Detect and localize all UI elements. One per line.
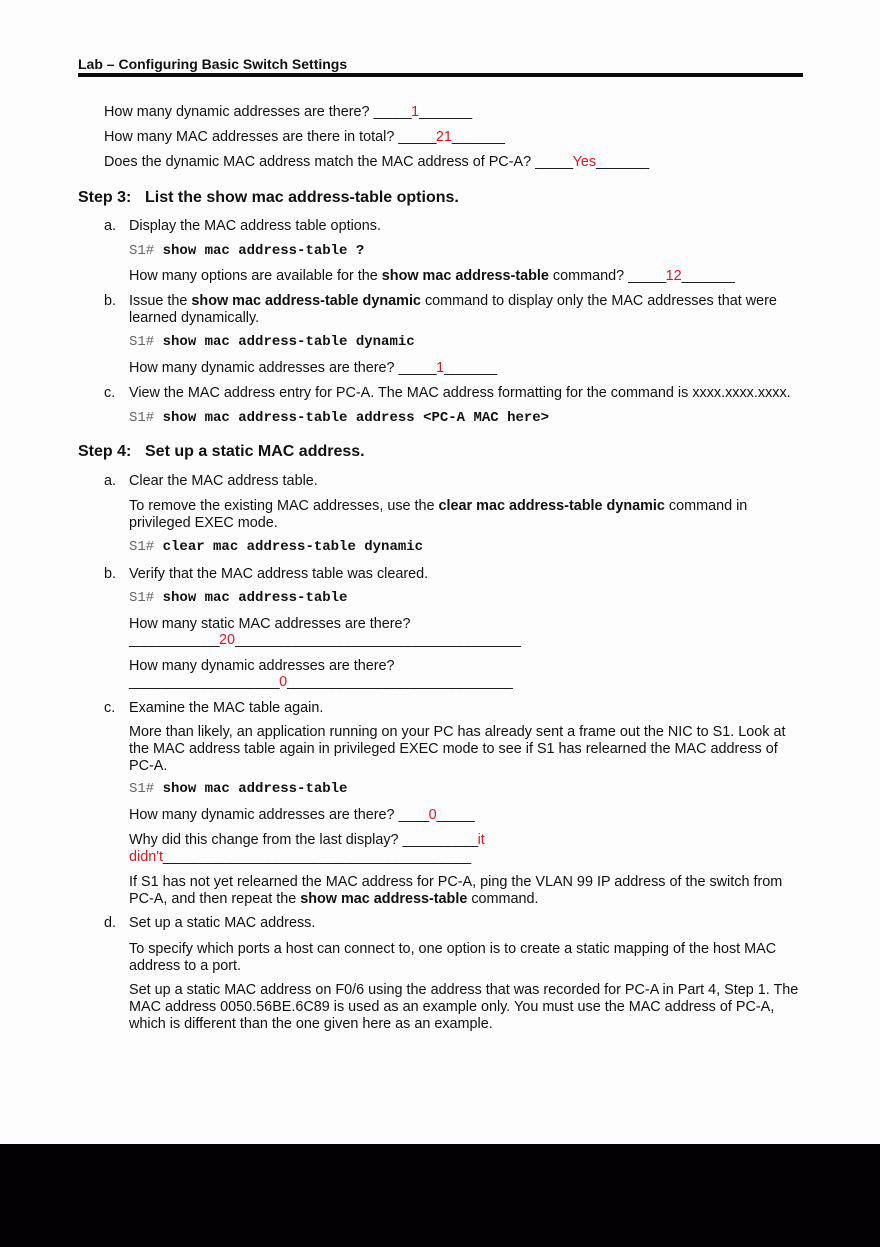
answer-blank[interactable]: _____ [535, 154, 573, 170]
answer-value: didn't [129, 849, 163, 865]
body-text: To remove the existing MAC addresses, use the [129, 498, 439, 514]
step-4c-text: Examine the MAC table again. [129, 700, 324, 716]
answer-value: 20 [219, 632, 236, 648]
step-4b-question-dynamic: How many dynamic addresses are there? [129, 658, 395, 674]
question-text: How many dynamic addresses are there? [129, 360, 399, 376]
step-3a-text: Display the MAC address table options. [129, 218, 381, 234]
answer-value: 1 [411, 104, 420, 120]
body-text: command to display only the MAC addresses that were learned dynamically. [129, 293, 777, 326]
step-4c-question-why [129, 832, 485, 849]
command-line [129, 243, 364, 259]
list-marker: c. [104, 700, 116, 716]
answer-blank[interactable]: _____ [373, 104, 412, 120]
command-line [129, 334, 415, 350]
step-4c-note [129, 874, 799, 908]
answer-blank: _________________________________________ [162, 849, 471, 865]
cli-prompt: S1# [129, 410, 155, 426]
cli-command: clear mac address-table dynamic [162, 539, 424, 555]
list-marker: b. [104, 566, 117, 582]
step-title: Set up a static MAC address. [145, 443, 365, 460]
answer-blank: _______ [681, 268, 735, 284]
cli-command: show mac address-table dynamic [162, 334, 415, 350]
command-line [129, 539, 423, 555]
list-marker: a. [104, 473, 117, 489]
answer-blank: ______________________________________ [235, 632, 521, 648]
answer-blank: _______ [444, 360, 497, 376]
answer-value: 0 [428, 807, 437, 823]
cli-command: show mac address-table [162, 590, 348, 606]
list-marker: b. [104, 293, 117, 309]
cli-command: show mac address-table ? [162, 243, 365, 259]
step-4c-answer-why [129, 849, 471, 866]
step-4d-para2: Set up a static MAC address on F0/6 using the address that was recorded for PC-A in Part 4, Step 1. The MAC address 0050.56BE.6C89 is used as an example only. You must use the MAC address of PC-A, which is different than the one given here as an example. [129, 982, 799, 1032]
question-text: Why did this change from the last display? [129, 832, 403, 848]
answer-blank[interactable]: _____ [398, 129, 436, 145]
answer-blank: _______ [419, 104, 472, 120]
question-text: command? [548, 268, 629, 284]
body-text: If S1 has not yet relearned the MAC address for PC-A, ping the VLAN 99 IP address of the switch from PC-A, and then repeat the [129, 874, 783, 907]
bottom-black-area [0, 1144, 880, 1247]
step-4b-text: Verify that the MAC address table was cleared. [129, 566, 429, 582]
cli-prompt: S1# [129, 243, 155, 259]
question-text: How many dynamic addresses are there? [104, 104, 370, 120]
document-header-title: Lab – Configuring Basic Switch Settings [78, 56, 348, 72]
step-4b-question-static: How many static MAC addresses are there? [129, 616, 411, 632]
list-marker: c. [104, 385, 116, 401]
question-text: How many MAC addresses are there in total? [104, 129, 395, 145]
answer-value: 0 [279, 674, 288, 690]
answer-blank: ______________________________ [287, 674, 513, 690]
bold-command: show mac address-table dynamic [191, 293, 421, 309]
answer-blank: _______ [451, 129, 505, 145]
cli-command: show mac address-table address <PC-A MAC here> [162, 410, 550, 426]
step-4c-question-dynamic [129, 807, 474, 824]
question-text: How many options are available for the [129, 268, 382, 284]
cli-prompt: S1# [129, 334, 155, 350]
header-rule-divider [78, 73, 803, 77]
body-text: command in privileged EXEC mode. [129, 498, 748, 531]
answer-blank[interactable]: ____________ [129, 632, 220, 648]
answer-blank: _______ [596, 154, 649, 170]
cli-prompt: S1# [129, 781, 155, 797]
step-4b-answer-dynamic [129, 674, 512, 691]
question-dynamic-count [104, 104, 472, 121]
step-3c-text: View the MAC address entry for PC-A. The MAC address formatting for the command is xxxx.xxxx.xxxx. [129, 385, 791, 401]
answer-value: Yes [572, 154, 597, 170]
list-marker: a. [104, 218, 117, 234]
step-4a-text: Clear the MAC address table. [129, 473, 318, 489]
answer-value: it [477, 832, 485, 848]
cli-prompt: S1# [129, 539, 155, 555]
list-marker: d. [104, 915, 117, 931]
answer-blank[interactable]: _____ [628, 268, 666, 284]
step-number: Step 4: [78, 443, 132, 460]
step-3b-text [129, 293, 799, 327]
answer-blank[interactable]: ____ [398, 807, 429, 823]
answer-value: 12 [665, 268, 682, 284]
bold-command: clear mac address-table dynamic [438, 498, 665, 514]
step-4a-para [129, 498, 799, 532]
answer-value: 21 [435, 129, 452, 145]
step-3-heading [78, 189, 459, 207]
answer-blank[interactable]: ____________________ [129, 674, 280, 690]
step-4b-answer-static [129, 632, 520, 649]
step-4-heading [78, 443, 365, 461]
step-3b-question [129, 360, 497, 377]
cli-prompt: S1# [129, 590, 155, 606]
cli-command: show mac address-table [162, 781, 348, 797]
question-text: Does the dynamic MAC address match the MAC address of PC-A? [104, 154, 532, 170]
step-4d-text: Set up a static MAC address. [129, 915, 316, 931]
question-total-count [104, 129, 504, 146]
answer-blank[interactable]: __________ [402, 832, 478, 848]
command-line [129, 590, 347, 606]
bold-command: show mac address-table [381, 268, 549, 284]
step-4d-para1: To specify which ports a host can connect to, one option is to create a static mapping of the host MAC address to a port. [129, 941, 777, 974]
step-number: Step 3: [78, 189, 132, 206]
step-3a-question [129, 268, 734, 285]
bold-command: show mac address-table [300, 891, 468, 907]
answer-blank: _____ [436, 807, 475, 823]
question-text: How many dynamic addresses are there? [129, 807, 399, 823]
command-line [129, 781, 347, 797]
body-text: command. [467, 891, 539, 907]
answer-blank[interactable]: _____ [398, 360, 437, 376]
answer-value: 1 [436, 360, 445, 376]
step-4c-para: More than likely, an application running on your PC has already sent a frame out the NIC to S1. Look at the MAC address table again in privileged EXEC mode to see if S1 has relearned the MAC address of PC-A. [129, 724, 786, 774]
step-title: List the show mac address-table options. [145, 189, 459, 206]
body-text: Issue the [129, 293, 192, 309]
question-mac-match [104, 154, 649, 171]
command-line [129, 410, 549, 426]
